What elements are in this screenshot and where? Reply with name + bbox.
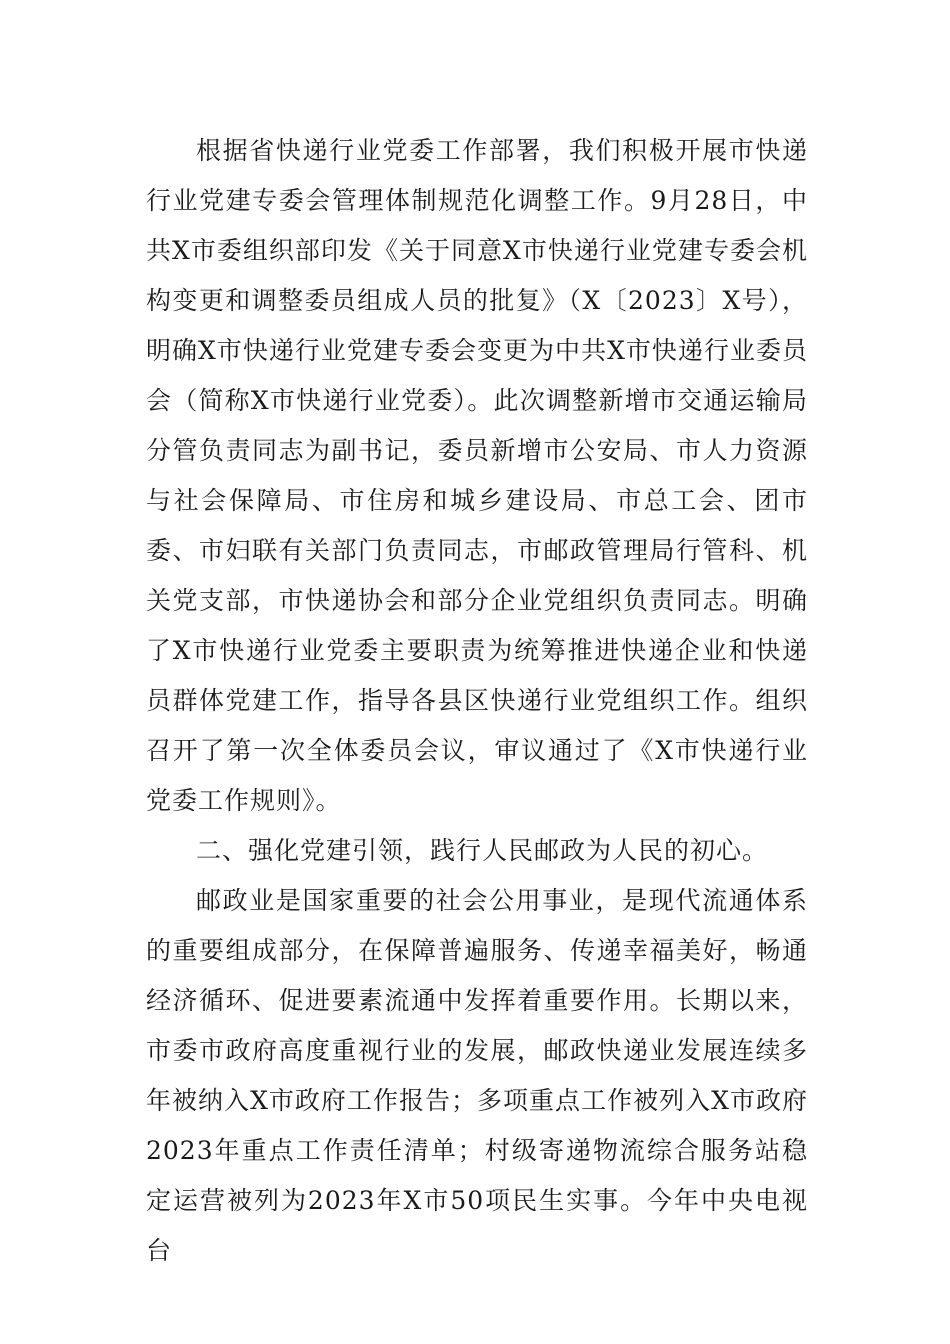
paragraph-party-committee-adjustment: 根据省快递行业党委工作部署，我们积极开展市快递行业党建专委会管理体制规范化调整工作。9月28日，中共X市委组织部印发《关于同意X市快递行业党建专委会机构变更和调整委员组成人员的批复》（X〔2023〕X号），明确X市快递行业党建专委会变更为中共X市快递行业委员会（简称X市快递行业党委）。此次调整新增市交通运输局分管负责同志为副书记，委员新增市公安局、市人力资源与社会保障局、市住房和城乡建设局、市总工会、团市委、市妇联有关部门负责同志，市邮政管理局行管科、机关党支部，市快递协会和部分企业党组织负责同志。明确了X市快递行业党委主要职责为统筹推进快递企业和快递员群体党建工作，指导各县区快递行业党组织工作。组织召开了第一次全体委员会议，审议通过了《X市快递行业党委工作规则》。 <box>146 136 808 815</box>
paragraph-postal-industry: 邮政业是国家重要的社会公用事业，是现代流通体系的重要组成部分，在保障普遍服务、传递幸福美好，畅通经济循环、促进要素流通中发挥着重要作用。长期以来，市委市政府高度重视行业的发展，邮政快递业发展连续多年被纳入X市政府工作报告；多项重点工作被列入X市政府2023年重点工作责任清单；村级寄递物流综合服务站稳定运营被列为2023年X市50项民生实事。今年中央电视台 <box>146 886 808 1265</box>
document-body <box>146 126 808 1276</box>
section-heading-two: 二、强化党建引领，践行人民邮政为人民的初心。 <box>196 836 769 865</box>
